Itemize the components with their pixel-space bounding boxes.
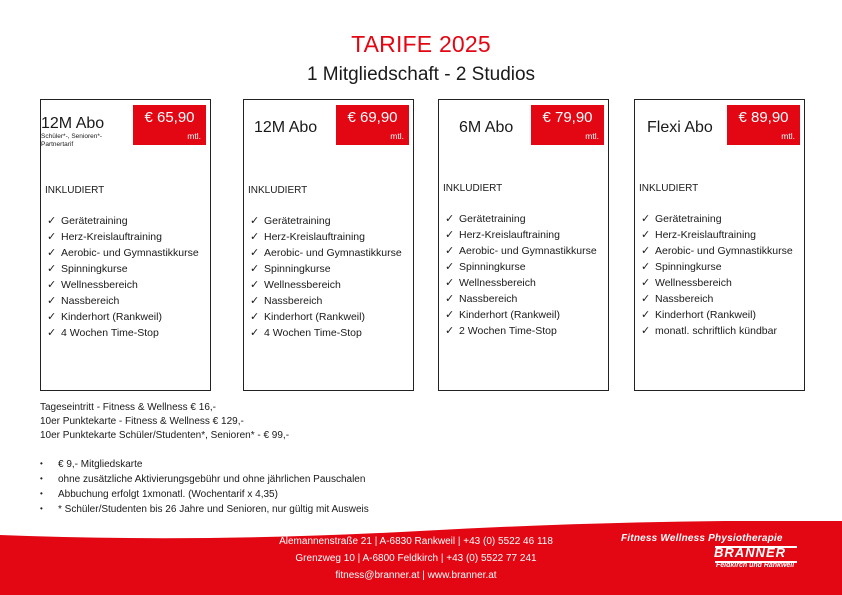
bullet-icon: • (40, 474, 43, 483)
feature-item: ✓ Aerobic- und Gymnastikkurse (47, 247, 199, 259)
plan-note: Schüler*-, Senioren*-Partnertarif (41, 133, 103, 148)
feature-item: ✓ 2 Wochen Time-Stop (445, 325, 557, 337)
feature-item: ✓ Kinderhort (Rankweil) (445, 309, 560, 321)
check-icon: ✓ (250, 327, 260, 339)
check-icon: ✓ (250, 231, 260, 243)
contact-links[interactable]: fitness@branner.at | www.branner.at (335, 570, 497, 581)
feature-item: ✓ Kinderhort (Rankweil) (641, 309, 756, 321)
check-icon: ✓ (47, 295, 57, 307)
check-icon: ✓ (641, 277, 651, 289)
check-icon: ✓ (250, 215, 260, 227)
feature-item: ✓ Gerätetraining (250, 215, 331, 227)
check-icon: ✓ (641, 229, 651, 241)
price-badge (336, 105, 409, 145)
price-unit: mtl. (781, 131, 795, 141)
footer-band (0, 521, 842, 595)
feature-item: ✓ Spinningkurse (250, 263, 331, 275)
feature-item: ✓ Gerätetraining (47, 215, 128, 227)
check-icon: ✓ (445, 213, 455, 225)
plan-card-flexi (634, 99, 805, 391)
check-icon: ✓ (250, 295, 260, 307)
feature-item: ✓ Herz-Kreislauftraining (445, 229, 560, 241)
price-unit: mtl. (187, 131, 201, 141)
check-icon: ✓ (47, 279, 57, 291)
price-badge (727, 105, 800, 145)
check-icon: ✓ (47, 311, 57, 323)
check-icon: ✓ (445, 309, 455, 321)
price-badge (531, 105, 604, 145)
plan-card-12m-partner (40, 99, 211, 391)
logo-name: BRANNER (714, 545, 786, 560)
feature-item: ✓ Nassbereich (47, 295, 120, 307)
note-item: • € 9,- Mitgliedskarte (40, 459, 143, 470)
check-icon: ✓ (641, 309, 651, 321)
footer-address (270, 533, 562, 584)
feature-item: ✓ Kinderhort (Rankweil) (250, 311, 365, 323)
feature-item: ✓ Wellnessbereich (250, 279, 341, 291)
feature-list (641, 211, 793, 339)
feature-item: ✓ Herz-Kreislauftraining (47, 231, 162, 243)
feature-list (445, 211, 597, 339)
bullet-icon: • (40, 489, 43, 498)
bullet-icon: • (40, 459, 43, 468)
price-unit: mtl. (390, 131, 404, 141)
plan-card-12m (243, 99, 414, 391)
notes-list (40, 457, 369, 517)
feature-item: ✓ Spinningkurse (641, 261, 722, 273)
check-icon: ✓ (445, 261, 455, 273)
feature-item: ✓ Spinningkurse (445, 261, 526, 273)
included-label: INKLUDIERT (443, 183, 503, 194)
feature-item: ✓ 4 Wochen Time-Stop (47, 327, 159, 339)
note-item: • ohne zusätzliche Aktivierungsgebühr und ohne jährlichen Pauschalen (40, 474, 366, 485)
feature-item: ✓ Gerätetraining (445, 213, 526, 225)
check-icon: ✓ (445, 277, 455, 289)
price-badge (133, 105, 206, 145)
check-icon: ✓ (47, 247, 57, 259)
logo-tagline: Fitness Wellness Physiotherapie (621, 533, 783, 544)
plan-price: € 79,90 (542, 109, 593, 126)
check-icon: ✓ (641, 325, 651, 337)
check-icon: ✓ (445, 325, 455, 337)
price-unit: mtl. (585, 131, 599, 141)
check-icon: ✓ (47, 327, 57, 339)
feature-item: ✓ Herz-Kreislauftraining (641, 229, 756, 241)
check-icon: ✓ (47, 263, 57, 275)
address-rankweil: Alemannenstraße 21 | A-6830 Rankweil | +43 (0) 5522 46 118 (279, 536, 553, 547)
check-icon: ✓ (250, 279, 260, 291)
check-icon: ✓ (641, 213, 651, 225)
plan-name: 12M Abo (41, 115, 105, 132)
feature-item: ✓ monatl. schriftlich kündbar (641, 325, 777, 337)
check-icon: ✓ (47, 231, 57, 243)
feature-list (47, 213, 199, 341)
feature-item: ✓ Wellnessbereich (445, 277, 536, 289)
check-icon: ✓ (641, 245, 651, 257)
note-item: • * Schüler/Studenten bis 26 Jahre und Senioren, nur gültig mit Ausweis (40, 504, 369, 515)
plan-card-6m (438, 99, 609, 391)
check-icon: ✓ (47, 215, 57, 227)
check-icon: ✓ (250, 263, 260, 275)
feature-list (250, 213, 402, 341)
feature-item: ✓ Gerätetraining (641, 213, 722, 225)
page-title: TARIFE 2025 (351, 31, 491, 57)
feature-item: ✓ Wellnessbereich (47, 279, 138, 291)
feature-item: ✓ Nassbereich (641, 293, 714, 305)
check-icon: ✓ (445, 229, 455, 241)
included-label: INKLUDIERT (45, 185, 105, 196)
extra-tariff-line: Tageseintritt - Fitness & Wellness € 16,- (40, 402, 216, 413)
plan-name: Flexi Abo (647, 119, 713, 136)
feature-item: ✓ Aerobic- und Gymnastikkurse (250, 247, 402, 259)
feature-item: ✓ Aerobic- und Gymnastikkurse (641, 245, 793, 257)
feature-item: ✓ Wellnessbereich (641, 277, 732, 289)
check-icon: ✓ (250, 247, 260, 259)
feature-item: ✓ Herz-Kreislauftraining (250, 231, 365, 243)
plan-price: € 89,90 (738, 109, 789, 126)
feature-item: ✓ Spinningkurse (47, 263, 128, 275)
included-label: INKLUDIERT (639, 183, 699, 194)
feature-item: ✓ Nassbereich (250, 295, 323, 307)
included-label: INKLUDIERT (248, 185, 308, 196)
check-icon: ✓ (250, 311, 260, 323)
extra-tariff-line: 10er Punktekarte Schüler/Studenten*, Senioren* - € 99,- (40, 430, 290, 441)
address-feldkirch: Grenzweg 10 | A-6800 Feldkirch | +43 (0) 5522 77 241 (295, 553, 537, 564)
plan-price: € 69,90 (347, 109, 398, 126)
note-item: • Abbuchung erfolgt 1xmonatl. (Wochentarif x 4,35) (40, 489, 278, 500)
plan-name: 6M Abo (459, 119, 514, 136)
bullet-icon: • (40, 504, 43, 513)
logo-locations: Feldkirch und Rankweil (716, 562, 795, 569)
extra-tariffs (40, 401, 289, 443)
check-icon: ✓ (445, 245, 455, 257)
extra-tariff-line: 10er Punktekarte - Fitness & Wellness € 129,- (40, 416, 244, 427)
page-subtitle: 1 Mitgliedschaft - 2 Studios (306, 64, 536, 85)
feature-item: ✓ Kinderhort (Rankweil) (47, 311, 162, 323)
feature-item: ✓ Aerobic- und Gymnastikkurse (445, 245, 597, 257)
check-icon: ✓ (641, 293, 651, 305)
check-icon: ✓ (641, 261, 651, 273)
plan-price: € 65,90 (144, 109, 195, 126)
check-icon: ✓ (445, 293, 455, 305)
feature-item: ✓ Nassbereich (445, 293, 518, 305)
feature-item: ✓ 4 Wochen Time-Stop (250, 327, 362, 339)
plan-name: 12M Abo (254, 119, 318, 136)
